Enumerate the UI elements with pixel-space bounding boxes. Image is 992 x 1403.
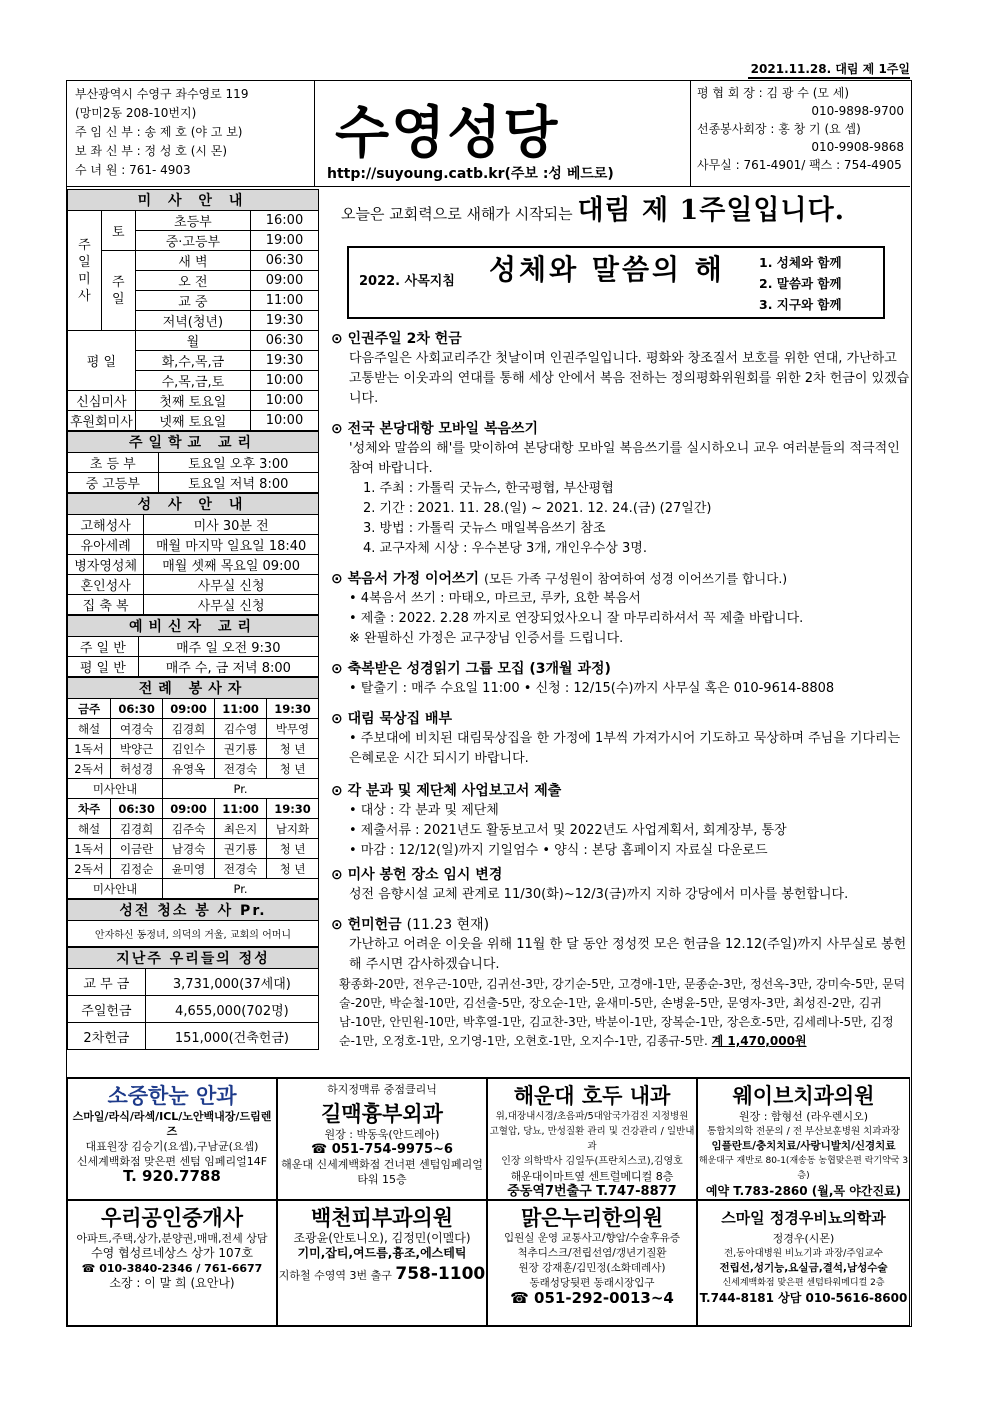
mass-label: 월	[135, 331, 250, 351]
ad-phone: 중동역7번출구 T.747-8877	[507, 1184, 677, 1199]
cell: 박양근	[111, 739, 163, 759]
row-label: 집 축 복	[68, 595, 144, 615]
mass-label: 후원회미사	[68, 411, 136, 431]
school-table	[67, 431, 319, 493]
ad-name: 스마일 정경우비뇨의학과	[721, 1209, 886, 1227]
notice-title: ⊙ 각 분과 및 제단체 사업보고서 제출	[331, 783, 562, 799]
notice-reports	[331, 781, 911, 861]
cleaning-table	[67, 899, 319, 947]
mass-label: 저녁(청년)	[135, 311, 250, 331]
row-value: 3,731,000(37세대)	[145, 969, 318, 996]
ad-line: 위,대장내시경/초음파/5대암국가검진 지정병원	[495, 1111, 689, 1122]
notice-venue-change	[331, 865, 911, 905]
mass-time: 11:00	[250, 291, 318, 311]
ad-urology[interactable]	[697, 1200, 910, 1326]
cell: 청 년	[267, 759, 319, 779]
notice-advent-book	[331, 709, 911, 769]
cell: 11:00	[215, 799, 267, 819]
ad-name: 웨이브치과의원	[732, 1084, 875, 1108]
bulletin-frame	[66, 80, 912, 1327]
cell: 전경숙	[215, 859, 267, 879]
cell: 청 년	[267, 739, 319, 759]
cell: 미사안내	[68, 879, 163, 899]
notice-body: • 탈출기 : 매주 수요일 11:00 • 신청 : 12/15(수)까지 사무실 혹은 010-9614-8808	[349, 681, 835, 696]
cell: 청 년	[267, 859, 319, 879]
mass-time: 06:30	[250, 331, 318, 351]
cell: 해설	[68, 819, 111, 839]
notice-line: 1. 주최 : 가톨릭 굿뉴스, 한국평협, 부산평협	[363, 481, 614, 496]
contact-line: 010-9908-9868	[811, 140, 904, 154]
ad-line: 인장 의학박사 김일두(프란치스코),김영호	[501, 1156, 683, 1167]
ad-phone: 758-1100	[395, 1264, 486, 1284]
row-label: 중 고등부	[68, 473, 159, 493]
addr-line: 부산광역시 수영구 좌수영로 119	[75, 87, 249, 101]
parish-url[interactable]: http://suyoung.catb.kr(주보 :성 베드로)	[327, 166, 614, 182]
row-value: 사무실 신청	[144, 595, 319, 615]
cell: 09:00	[163, 799, 215, 819]
notice-body: 가난하고 어려운 이웃을 위해 11월 한 달 동안 정성껏 모은 헌금을 12.12(주일)까지 사무실로 봉헌해 주시면 감사하겠습니다.	[349, 937, 907, 972]
ad-line: 원장 강재훈/김민정(소화데레사)	[518, 1262, 666, 1274]
contact-line: 사무실 : 761-4901/ 팩스 : 754-4905	[697, 158, 902, 172]
cell: 이금란	[111, 839, 163, 859]
donor-list	[331, 975, 911, 1051]
cell: Pr.	[163, 779, 319, 799]
masthead	[67, 81, 910, 187]
parish-logo: 수영성당	[335, 100, 560, 166]
ad-line: 해운대 신세계백화점 건너편 센텀임페리얼타워 15층	[281, 1158, 483, 1186]
ad-line: 고혈압, 당뇨, 만성질환 관리 및 건강관리 / 일반내과	[489, 1126, 695, 1152]
motto-item: 1. 성체와 함께	[759, 255, 842, 270]
cell: 미사안내	[68, 779, 163, 799]
cell: 2독서	[68, 859, 111, 879]
cell: Pr.	[163, 879, 319, 899]
ad-name: 소중한눈 안과	[107, 1084, 237, 1108]
cleaning-text: 안자하신 동정녀, 의덕의 거울, 교회의 어머니	[68, 921, 319, 947]
cell: 차주	[68, 799, 111, 819]
notice-human-rights	[331, 329, 911, 409]
motto-box	[347, 246, 885, 319]
addr-line: (망미2동 208-10번지)	[75, 106, 197, 120]
ad-line: 해운대구 재반로 80-1(재송동 농협맞은편 락기약국 3층)	[698, 1156, 909, 1181]
ad-phone: T.744-8181 상담 010-5616-8600	[699, 1291, 908, 1305]
mass-label: 오 전	[135, 271, 250, 291]
ad-line: 정경우(시몬)	[772, 1232, 835, 1245]
mass-label: 중·고등부	[135, 231, 250, 251]
notice-body: '성체와 말씀의 해'를 맞이하여 본당대항 모바일 복음쓰기를 실시하오니 교우 여러분들의 적극적인 참여 바랍니다.	[349, 441, 900, 476]
ad-line: 해운대이마트옆 센트럴메디컬 8층	[510, 1170, 674, 1183]
cell: 김정순	[111, 859, 163, 879]
catechumen-table	[67, 615, 319, 677]
mass-label: 화,수,목,금	[135, 351, 250, 371]
row-label: 평 일 반	[68, 657, 139, 677]
ad-line: 통합치의학 전문의 / 전 부산보훈병원 치과과장	[707, 1126, 900, 1137]
mass-time: 19:00	[250, 231, 318, 251]
cell: 권기룡	[215, 739, 267, 759]
notice-title: ⊙ 미사 봉헌 장소 임시 변경	[331, 867, 503, 883]
notice-title: ⊙ 복음서 가정 이어쓰기	[331, 571, 480, 587]
notice-line: 2. 기간 : 2021. 11. 28.(일) ~ 2021. 12. 24.(금) (27일간)	[363, 501, 712, 516]
section-title: 지난주 우리들의 정성	[68, 948, 319, 969]
headline	[341, 195, 846, 226]
ad-phone: 예약 T.783-2860 (월,목 야간진료)	[705, 1184, 902, 1198]
mass-time: 06:30	[250, 251, 318, 271]
notice-body: 성전 음향시설 교체 관계로 11/30(화)~12/3(금)까지 지하 강당에서 미사를 봉헌합니다.	[349, 887, 849, 902]
notice-line: 4. 교구자체 시상 : 우수본당 3개, 개인우수상 3명.	[363, 541, 648, 556]
notice-line: • 마감 : 12/12(일)까지 기일엄수 • 양식 : 본당 홈페이지 자료실 다운로드	[349, 843, 768, 858]
notice-mobile-gospel	[331, 419, 911, 559]
logo-block	[315, 81, 690, 187]
mass-time: 19:30	[250, 311, 318, 331]
notice-title: ⊙ 인권주일 2차 헌금	[331, 331, 462, 347]
ad-name: 맑은누리한의원	[520, 1206, 663, 1230]
motto-item: 2. 말씀과 함께	[759, 276, 842, 291]
mass-time: 16:00	[250, 211, 318, 231]
notice-family-gospel	[331, 569, 911, 649]
notice-title: ⊙ 헌미헌금	[331, 917, 402, 933]
notice-line: 3. 방법 : 가톨릭 굿뉴스 매일복음쓰기 참조	[363, 521, 606, 536]
cell: 19:30	[267, 699, 319, 719]
cell: 유영옥	[163, 759, 215, 779]
notice-title: ⊙ 대림 묵상집 배부	[331, 711, 453, 727]
ad-line: 신세계백화점 맞은편 센텀타워메디컬 2층	[722, 1278, 885, 1288]
row-value: 매월 셋째 목요일 09:00	[144, 555, 319, 575]
contact-block	[690, 81, 910, 187]
cell: 여경숙	[111, 719, 163, 739]
row-value: 4,655,000(702명)	[145, 996, 318, 1023]
cell: 19:30	[267, 799, 319, 819]
offering-table	[67, 947, 319, 1050]
ad-line: 소장 : 이 말 희 (요안나)	[109, 1276, 235, 1290]
ad-line: 임플란트/충치치료/사랑니발치/신경치료	[711, 1140, 896, 1152]
mass-time: 09:00	[250, 271, 318, 291]
section-title: 미 사 안 내	[68, 190, 319, 211]
cell: 1독서	[68, 839, 111, 859]
notice-subtitle: (11.23 현재)	[406, 917, 490, 933]
headline-text: 오늘은 교회력으로 새해가 시작되는	[341, 205, 573, 223]
cell: 김인수	[163, 739, 215, 759]
notice-rice-offering	[331, 915, 911, 1051]
row-label: 주 일 반	[68, 637, 139, 657]
notice-subtitle: (모든 가족 구성원이 참여하여 성경 이어쓰기를 합니다.)	[483, 571, 788, 586]
cell: 남지화	[267, 819, 319, 839]
notice-body: • 주보대에 비치된 대림묵상집을 한 가정에 1부씩 가져가시어 기도하고 묵상하며 주님을 기다리는 은혜로운 시간 되시기 바랍니다.	[349, 731, 901, 766]
motto-list	[759, 252, 842, 315]
ad-line: 신세계백화점 맞은편 센텀 임페리얼14F	[76, 1155, 268, 1168]
assistant-line: 보 좌 신 부 : 정 성 호 (시 몬)	[75, 144, 228, 158]
notice-line: • 대상 : 각 분과 및 제단체	[349, 803, 499, 818]
cell: 09:00	[163, 699, 215, 719]
ad-line: 척추디스크/전립선염/갱년기질환	[517, 1247, 667, 1259]
mass-label: 첫째 토요일	[135, 391, 250, 411]
servers-table	[67, 677, 319, 899]
mass-group: 평 일	[68, 331, 136, 391]
cell: 2독서	[68, 759, 111, 779]
cell: 윤미영	[163, 859, 215, 879]
cell: 청 년	[267, 839, 319, 859]
cell: 해설	[68, 719, 111, 739]
notice-title: ⊙ 전국 본당대항 모바일 복음쓰기	[331, 421, 539, 437]
row-value: 토요일 저녁 8:00	[158, 473, 318, 493]
ad-phone: ☎ 051-292-0013~4	[510, 1289, 674, 1307]
donor-total: 계 1,470,000원	[711, 1034, 807, 1048]
mass-time: 10:00	[250, 371, 318, 391]
row-label: 혼인성사	[68, 575, 144, 595]
notice-bible-group	[331, 659, 911, 699]
mass-label: 수,목,금,토	[135, 371, 250, 391]
ad-eye-clinic[interactable]	[67, 1078, 277, 1200]
ad-dermatology[interactable]	[277, 1200, 487, 1326]
cell: 허성경	[111, 759, 163, 779]
row-label: 주일헌금	[68, 996, 146, 1023]
cell: 김경희	[163, 719, 215, 739]
section-title: 예비신자 교리	[68, 616, 319, 637]
section-title: 전례 봉사자	[68, 678, 319, 699]
ad-line: 아파트,주택,상가,분양권,매매,전세 상담	[76, 1232, 268, 1245]
ad-line: 하지정맥류 중점클리닉	[327, 1083, 437, 1096]
left-column	[67, 189, 319, 1050]
ad-name: 길맥흉부외과	[321, 1102, 443, 1126]
notice-line: • 제출 : 2022. 2.28 까지로 연장되었사오니 잘 마무리하셔서 꼭 제출 바랍니다.	[349, 611, 804, 626]
contact-line: 선종봉사회장 : 홍 창 기 (요 셉)	[697, 122, 861, 136]
mass-label: 새 벽	[135, 251, 250, 271]
row-value: 매주 수, 금 저녁 8:00	[138, 657, 318, 677]
mass-day: 주 일	[101, 251, 135, 331]
convent-line: 수 녀 원 : 761- 4903	[75, 163, 191, 177]
row-label: 유아세례	[68, 535, 144, 555]
ad-line: 전,동아대병원 비뇨기과 과장/주임교수	[723, 1248, 884, 1259]
mass-table	[67, 189, 319, 431]
cell: 김주숙	[163, 819, 215, 839]
sacrament-table	[67, 493, 319, 615]
ad-line: 입원실 운영 교통사고/향암/수술후유증	[503, 1232, 681, 1244]
ad-dental[interactable]	[697, 1078, 910, 1200]
ad-line: 조광윤(안토니오), 김정민(이멜다)	[293, 1231, 471, 1245]
ads-section	[67, 1077, 910, 1327]
donor-names: 황종화-20만, 전우근-10만, 김귀선-3만, 강기순-5만, 고경애-1만, 문종순-3만, 정선옥-3만, 강미숙-5만, 문덕술-20만, 박순철-10만, 김선출-5만, 장오순-1만, 윤새미-5만, 손병윤-5만, 문영자-3만, 최성진-2만, 김귀남-10만, 안민원-10만, 박후열-1만, 김교찬-3만, 박분이-1만, 장복순-1만, 장은호-5만, 김세레나-5만, 김정순-1만, 오정호-1만, 오기영-1만, 오현호-1만, 오지수-1만, 김종규-5만.	[339, 977, 906, 1048]
pastor-line: 주 임 신 부 : 송 제 호 (야 고 보)	[75, 125, 243, 139]
ad-line: 스마일/라식/라섹/ICL/노안백내장/드림렌즈	[72, 1110, 272, 1138]
cell: 06:30	[111, 799, 163, 819]
ad-name: 우리공인중개사	[100, 1206, 243, 1230]
row-value: 사무실 신청	[144, 575, 319, 595]
cell: 김경희	[111, 819, 163, 839]
cell: 최은지	[215, 819, 267, 839]
mass-time: 10:00	[250, 391, 318, 411]
row-value: 151,000(건축헌금)	[145, 1023, 318, 1050]
ad-line: 지하철 수영역 3번 출구	[278, 1269, 392, 1282]
contact-line: 010-9898-9700	[811, 104, 904, 118]
cell: 금주	[68, 699, 111, 719]
ad-line: 전립선,성기능,요실금,결석,남성수술	[719, 1262, 888, 1274]
cell: 06:30	[111, 699, 163, 719]
mass-time: 19:30	[250, 351, 318, 371]
issue-date: 2021.11.28. 대림 제 1주일	[748, 60, 910, 79]
contact-line: 평 협 회 장 : 김 광 수 (모 세)	[697, 86, 850, 100]
motto-item: 3. 지구와 함께	[759, 297, 842, 312]
mass-group: 주 일 미 사	[68, 211, 102, 331]
ad-phone: ☎ 010-3840-2346 / 761-6677	[81, 1262, 263, 1275]
row-label: 초 등 부	[68, 453, 159, 473]
ad-name: 해운대 호두 내과	[513, 1084, 671, 1108]
row-value: 매주 일 오전 9:30	[138, 637, 318, 657]
ad-line: 원장 : 박동욱(안드레아)	[324, 1128, 440, 1141]
notice-line: • 제출서류 : 2021년도 활동보고서 및 2022년도 사업계획서, 회계장부, 통장	[349, 823, 787, 838]
motto-year: 2022. 사목지침	[359, 274, 455, 289]
cell: 박무영	[267, 719, 319, 739]
mass-label: 넷째 토요일	[135, 411, 250, 431]
cell: 11:00	[215, 699, 267, 719]
row-label: 병자영성체	[68, 555, 144, 575]
row-value: 토요일 오후 3:00	[158, 453, 318, 473]
ad-phone: ☎ 051-754-9975~6	[311, 1142, 453, 1157]
ad-line: 대표원장 김승기(요셉),구남균(요셉)	[85, 1140, 259, 1153]
notice-line: ※ 완필하신 가정은 교구장님 인증서를 드립니다.	[349, 631, 624, 646]
parish-address	[67, 81, 315, 187]
ad-phone: T. 920.7788	[123, 1167, 221, 1185]
cell: 1독서	[68, 739, 111, 759]
row-label: 교 무 금	[68, 969, 146, 996]
notice-line: • 4복음서 쓰기 : 마태오, 마르코, 루카, 요한 복음서	[349, 591, 641, 606]
mass-day: 토	[101, 211, 135, 251]
ad-line: 동래성당뒷편 동래시장입구	[529, 1277, 655, 1289]
motto-title: 성체와 말씀의 해	[489, 253, 725, 286]
ad-chest-surgery[interactable]	[277, 1078, 487, 1200]
ad-name: 백천피부과의원	[310, 1206, 453, 1230]
ad-internal-medicine[interactable]	[487, 1078, 697, 1200]
section-title: 성전 청소 봉 사 Pr.	[68, 900, 319, 921]
row-label: 2차헌금	[68, 1023, 146, 1050]
row-value: 미사 30분 전	[144, 515, 319, 535]
ad-line: 원장 : 함형선 (라우렌시오)	[738, 1110, 869, 1123]
row-value: 매월 마지막 일요일 18:40	[144, 535, 319, 555]
section-title: 주일학교 교리	[68, 432, 319, 453]
mass-label: 신심미사	[68, 391, 136, 411]
ad-line: 수영 협성르네상스 상가 107호	[91, 1246, 253, 1260]
notice-title: ⊙ 축복받은 성경읽기 그룹 모집 (3개월 과정)	[331, 661, 611, 677]
section-title: 성 사 안 내	[68, 494, 319, 515]
cell: 남경숙	[163, 839, 215, 859]
mass-label: 교 중	[135, 291, 250, 311]
notice-body: 다음주일은 사회교리주간 첫날이며 인권주일입니다. 평화와 창조질서 보호를 위한 연대, 가난하고 고통받는 이웃과의 연대를 통해 세상 안에서 복음 전하는 정의평화위원회를 위한 2차 헌금이 있겠습니다.	[349, 351, 910, 406]
row-label: 고해성사	[68, 515, 144, 535]
mass-time: 10:00	[250, 411, 318, 431]
ad-line: 기미,잡티,여드름,흉조,에스테틱	[297, 1246, 467, 1260]
cell: 김수영	[215, 719, 267, 739]
headline-bold: 대림 제 1주일입니다.	[577, 195, 846, 226]
cell: 전경숙	[215, 759, 267, 779]
ad-oriental-clinic[interactable]	[487, 1200, 697, 1326]
cell: 권기룡	[215, 839, 267, 859]
ad-realtor[interactable]	[67, 1200, 277, 1326]
mass-label: 초등부	[135, 211, 250, 231]
